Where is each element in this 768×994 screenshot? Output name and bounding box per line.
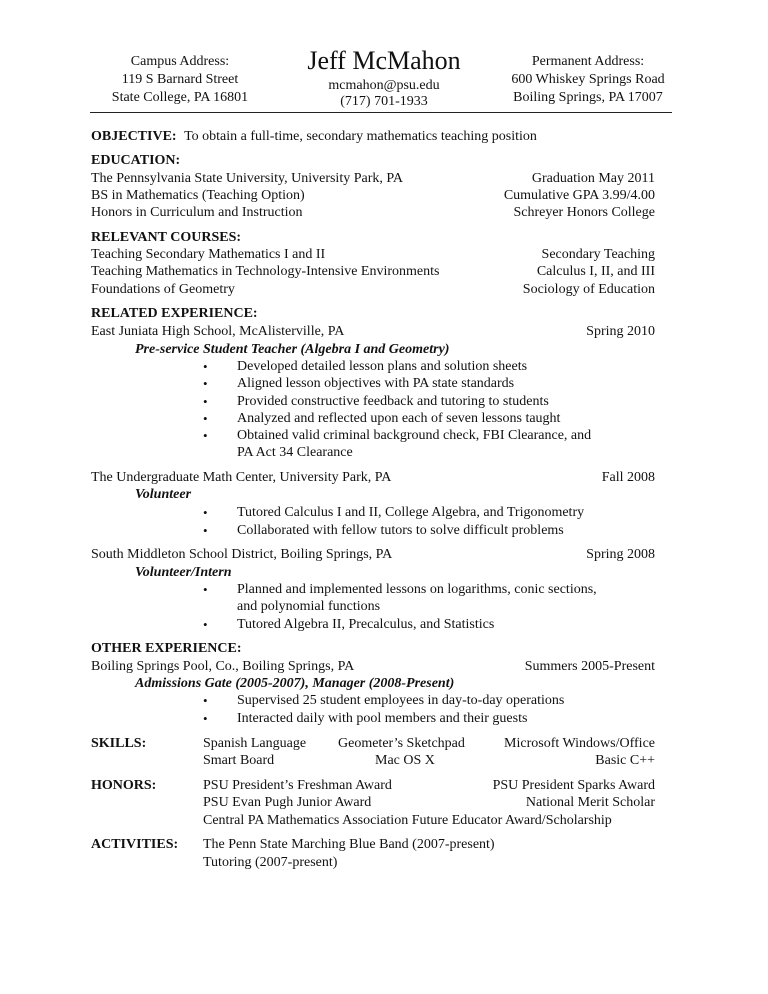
activity-item: Tutoring (2007-present) <box>203 855 338 870</box>
job-bullet-continuation: PA Act 34 Clearance <box>237 445 353 460</box>
job-date: Spring 2010 <box>586 324 655 339</box>
bullet-icon: • <box>203 505 208 520</box>
job-organization: Boiling Springs Pool, Co., Boiling Springs, PA <box>91 659 355 674</box>
bullet-icon: • <box>203 582 208 597</box>
job-bullet: Tutored Calculus I and II, College Algebra, and Trigonometry <box>237 505 585 520</box>
job-bullet: Collaborated with fellow tutors to solve difficult problems <box>237 523 564 538</box>
bullet-icon: • <box>203 617 208 632</box>
skill-item: Mac OS X <box>375 753 435 768</box>
job-role: Pre-service Student Teacher (Algebra I and Geometry) <box>135 342 450 357</box>
job-bullet: Planned and implemented lessons on logarithms, conic sections, <box>237 582 597 597</box>
campus-address-label: Campus Address: <box>130 54 230 69</box>
permanent-address-line1: 600 Whiskey Springs Road <box>511 72 665 87</box>
job-bullet: Aligned lesson objectives with PA state standards <box>237 376 515 391</box>
bullet-icon: • <box>203 693 208 708</box>
honor-item: National Merit Scholar <box>525 795 655 810</box>
job-role: Volunteer/Intern <box>135 565 232 580</box>
course-item: Teaching Mathematics in Technology-Intensive Environments <box>91 264 440 279</box>
job-bullet: Obtained valid criminal background check, FBI Clearance, and <box>237 428 592 443</box>
job-organization: The Undergraduate Math Center, University Park, PA <box>91 470 392 485</box>
job-bullet: Analyzed and reflected upon each of seven lessons taught <box>237 411 561 426</box>
bullet-icon: • <box>203 359 208 374</box>
education-graduation: Graduation May 2011 <box>531 171 655 186</box>
resume-name: Jeff McMahon <box>307 46 461 75</box>
course-item: Calculus I, II, and III <box>536 264 655 279</box>
bullet-icon: • <box>203 411 208 426</box>
honor-item: PSU Evan Pugh Junior Award <box>203 795 372 810</box>
skills-heading: SKILLS: <box>91 736 147 751</box>
skill-item: Spanish Language <box>203 736 307 751</box>
job-bullet: Tutored Algebra II, Precalculus, and Statistics <box>237 617 495 632</box>
objective <box>91 129 537 145</box>
education-gpa: Cumulative GPA 3.99/4.00 <box>503 188 655 203</box>
job-role: Admissions Gate (2005-2007), Manager (2008-Present) <box>135 676 455 691</box>
honor-item: PSU President Sparks Award <box>492 778 655 793</box>
permanent-address-line2: Boiling Springs, PA 17007 <box>513 90 663 105</box>
job-bullet: Developed detailed lesson plans and solution sheets <box>237 359 528 374</box>
activity-item: The Penn State Marching Blue Band (2007-present) <box>203 837 495 852</box>
campus-address-line1: 119 S Barnard Street <box>121 72 239 87</box>
bullet-icon: • <box>203 711 208 726</box>
job-bullet-continuation: and polynomial functions <box>237 599 381 614</box>
bullet-icon: • <box>203 428 208 443</box>
honor-item: Central PA Mathematics Association Future Educator Award/Scholarship <box>203 813 612 828</box>
education-heading: EDUCATION: <box>91 153 181 168</box>
honor-item: PSU President’s Freshman Award <box>203 778 392 793</box>
education-honors: Honors in Curriculum and Instruction <box>91 205 303 220</box>
courses-heading: RELEVANT COURSES: <box>91 230 242 245</box>
objective-text: To obtain a full-time, secondary mathematics teaching position <box>184 129 537 144</box>
header-divider <box>90 112 672 113</box>
job-role: Volunteer <box>135 487 192 502</box>
education-school: The Pennsylvania State University, University Park, PA <box>91 171 403 186</box>
skill-item: Smart Board <box>203 753 275 768</box>
job-bullet: Supervised 25 student employees in day-to-day operations <box>237 693 565 708</box>
course-item: Teaching Secondary Mathematics I and II <box>91 247 326 262</box>
job-organization: South Middleton School District, Boiling Springs, PA <box>91 547 393 562</box>
job-date: Summers 2005-Present <box>524 659 655 674</box>
activities-heading: ACTIVITIES: <box>91 837 179 852</box>
course-item: Secondary Teaching <box>541 247 655 262</box>
skill-item: Geometer’s Sketchpad <box>338 736 465 751</box>
education-degree: BS in Mathematics (Teaching Option) <box>91 188 305 203</box>
related-experience-heading: RELATED EXPERIENCE: <box>91 306 258 321</box>
campus-address-line2: State College, PA 16801 <box>111 90 249 105</box>
objective-label: OBJECTIVE: <box>91 129 177 144</box>
email: mcmahon@psu.edu <box>328 78 440 93</box>
permanent-address-label: Permanent Address: <box>531 54 645 69</box>
job-organization: East Juniata High School, McAlisterville, PA <box>91 324 345 339</box>
skill-item: Microsoft Windows/Office <box>504 736 655 751</box>
bullet-icon: • <box>203 376 208 391</box>
course-item: Sociology of Education <box>522 282 655 297</box>
phone: (717) 701-1933 <box>340 94 428 109</box>
job-date: Spring 2008 <box>586 547 655 562</box>
bullet-icon: • <box>203 523 208 538</box>
skill-item: Basic C++ <box>595 753 655 768</box>
honors-heading: HONORS: <box>91 778 157 793</box>
job-date: Fall 2008 <box>601 470 655 485</box>
job-bullet: Provided constructive feedback and tutoring to students <box>237 394 549 409</box>
bullet-icon: • <box>203 394 208 409</box>
other-experience-heading: OTHER EXPERIENCE: <box>91 641 242 656</box>
course-item: Foundations of Geometry <box>91 282 235 297</box>
job-bullet: Interacted daily with pool members and their guests <box>237 711 528 726</box>
education-college: Schreyer Honors College <box>513 205 655 220</box>
